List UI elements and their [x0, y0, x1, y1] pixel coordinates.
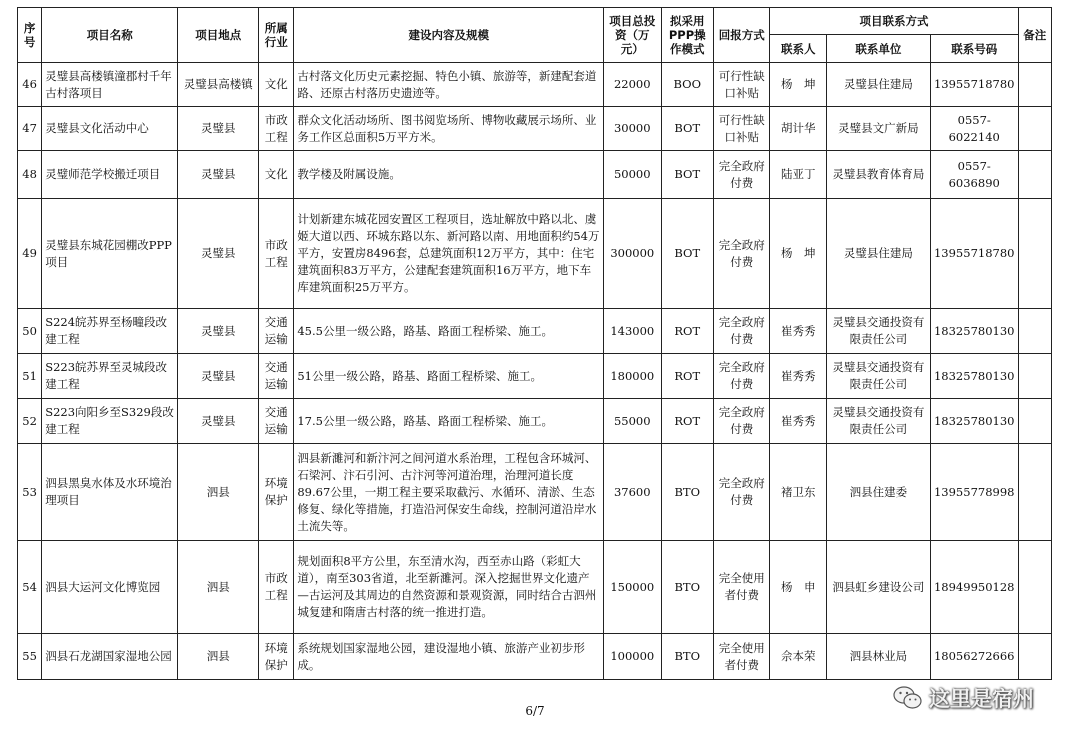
cell-investment: 55000	[604, 399, 661, 444]
header-payback: 回报方式	[713, 8, 769, 63]
cell-location: 灵璧县高楼镇	[178, 63, 259, 107]
cell-remark	[1018, 444, 1051, 541]
header-location: 项目地点	[178, 8, 259, 63]
cell-ppp-mode: BTO	[661, 634, 713, 680]
table-row	[18, 354, 1052, 399]
cell-contact-unit: 泗县林业局	[826, 634, 930, 680]
cell-contact-phone: 0557-6022140	[930, 107, 1018, 151]
header-contact-unit: 联系单位	[826, 35, 930, 63]
cell-contact-person: 崔秀秀	[770, 399, 826, 444]
table-row	[18, 444, 1052, 541]
cell-industry: 市政工程	[259, 541, 294, 634]
table-row	[18, 541, 1052, 634]
header-name: 项目名称	[42, 8, 178, 63]
page-number: 6/7	[525, 704, 545, 718]
cell-contact-person: 崔秀秀	[770, 309, 826, 354]
cell-contact-unit: 灵璧县交通投资有限责任公司	[826, 309, 930, 354]
cell-contact-person: 杨 坤	[770, 63, 826, 107]
cell-ppp-mode: BOO	[661, 63, 713, 107]
cell-content: 计划新建东城花园安置区工程项目，选址解放中路以北、虞姬大道以西、环城东路以东、新河路以南、用地面积约54万平方，安置房8496套，总建筑面积12万平方，其中：住宅建筑面积83万平方，公建配套建筑面积16万平方，地下车库建筑面积25万平方。	[294, 199, 604, 309]
cell-investment: 150000	[604, 541, 661, 634]
cell-contact-phone: 13955778998	[930, 444, 1018, 541]
cell-contact-phone: 18325780130	[930, 309, 1018, 354]
cell-contact-unit: 灵璧县文广新局	[826, 107, 930, 151]
cell-remark	[1018, 634, 1051, 680]
cell-content: 教学楼及附属设施。	[294, 151, 604, 199]
cell-payback: 完全政府付费	[713, 199, 769, 309]
cell-contact-phone: 18325780130	[930, 354, 1018, 399]
cell-payback: 完全使用者付费	[713, 634, 769, 680]
cell-remark	[1018, 354, 1051, 399]
wechat-icon	[893, 685, 923, 711]
cell-project-name: 泗县黑臭水体及水环境治理项目	[42, 444, 178, 541]
cell-no: 48	[18, 151, 42, 199]
cell-contact-person: 杨 申	[770, 541, 826, 634]
cell-location: 灵璧县	[178, 354, 259, 399]
cell-industry: 文化	[259, 63, 294, 107]
cell-project-name: S224皖苏界至杨疃段改建工程	[42, 309, 178, 354]
cell-contact-phone: 13955718780	[930, 199, 1018, 309]
cell-contact-person: 陆亚丁	[770, 151, 826, 199]
cell-contact-person: 崔秀秀	[770, 354, 826, 399]
cell-project-name: S223皖苏界至灵城段改建工程	[42, 354, 178, 399]
cell-ppp-mode: ROT	[661, 354, 713, 399]
cell-no: 52	[18, 399, 42, 444]
table-row	[18, 399, 1052, 444]
cell-contact-unit: 灵璧县教育体育局	[826, 151, 930, 199]
watermark	[893, 683, 1034, 713]
cell-payback: 可行性缺口补贴	[713, 63, 769, 107]
cell-industry: 交通运输	[259, 309, 294, 354]
cell-ppp-mode: ROT	[661, 309, 713, 354]
cell-no: 53	[18, 444, 42, 541]
watermark-text: 这里是宿州	[929, 687, 1034, 711]
cell-contact-person: 褚卫东	[770, 444, 826, 541]
cell-ppp-mode: BOT	[661, 199, 713, 309]
table-row	[18, 309, 1052, 354]
header-contact-group: 项目联系方式	[770, 8, 1018, 35]
cell-contact-phone: 0557-6036890	[930, 151, 1018, 199]
cell-content: 规划面积8平方公里，东至清水沟，西至赤山路（彩虹大道），南至303省道，北至新濉河。深入挖掘世界文化遗产—古运河及其周边的自然资源和景观资源，同时结合古泗州城复建和隋唐古村落的统一推进打造。	[294, 541, 604, 634]
cell-content: 17.5公里一级公路，路基、路面工程桥梁、施工。	[294, 399, 604, 444]
cell-payback: 完全政府付费	[713, 354, 769, 399]
cell-contact-phone: 13955718780	[930, 63, 1018, 107]
cell-content: 古村落文化历史元素挖掘、特色小镇、旅游等，新建配套道路、还原古村落历史遗迹等。	[294, 63, 604, 107]
cell-contact-phone: 18325780130	[930, 399, 1018, 444]
cell-project-name: 灵璧师范学校搬迁项目	[42, 151, 178, 199]
cell-no: 50	[18, 309, 42, 354]
project-table	[17, 7, 1052, 680]
cell-payback: 完全使用者付费	[713, 541, 769, 634]
cell-investment: 50000	[604, 151, 661, 199]
cell-industry: 环境保护	[259, 634, 294, 680]
cell-investment: 180000	[604, 354, 661, 399]
header-contact-phone: 联系号码	[930, 35, 1018, 63]
cell-investment: 22000	[604, 63, 661, 107]
cell-content: 51公里一级公路，路基、路面工程桥梁、施工。	[294, 354, 604, 399]
cell-industry: 市政工程	[259, 107, 294, 151]
cell-investment: 37600	[604, 444, 661, 541]
header-industry: 所属行业	[259, 8, 294, 63]
cell-remark	[1018, 63, 1051, 107]
header-ppp-mode: 拟采用PPP操作模式	[661, 8, 713, 63]
cell-remark	[1018, 399, 1051, 444]
cell-investment: 30000	[604, 107, 661, 151]
cell-contact-unit: 灵璧县交通投资有限责任公司	[826, 354, 930, 399]
cell-payback: 完全政府付费	[713, 309, 769, 354]
cell-industry: 环境保护	[259, 444, 294, 541]
cell-contact-unit: 泗县住建委	[826, 444, 930, 541]
cell-project-name: 灵璧县高楼镇潼郡村千年古村落项目	[42, 63, 178, 107]
cell-remark	[1018, 541, 1051, 634]
cell-content: 45.5公里一级公路，路基、路面工程桥梁、施工。	[294, 309, 604, 354]
cell-location: 灵璧县	[178, 151, 259, 199]
cell-contact-person: 胡计华	[770, 107, 826, 151]
cell-ppp-mode: BOT	[661, 151, 713, 199]
cell-project-name: 灵璧县东城花园棚改PPP项目	[42, 199, 178, 309]
cell-contact-person: 杨 坤	[770, 199, 826, 309]
cell-location: 泗县	[178, 541, 259, 634]
cell-industry: 交通运输	[259, 399, 294, 444]
cell-project-name: 泗县石龙湖国家湿地公园	[42, 634, 178, 680]
cell-content: 系统规划国家湿地公园，建设湿地小镇、旅游产业初步形成。	[294, 634, 604, 680]
cell-no: 51	[18, 354, 42, 399]
cell-contact-phone: 18056272666	[930, 634, 1018, 680]
cell-contact-person: 佘本荣	[770, 634, 826, 680]
cell-location: 灵璧县	[178, 107, 259, 151]
cell-remark	[1018, 309, 1051, 354]
cell-ppp-mode: BTO	[661, 444, 713, 541]
cell-payback: 完全政府付费	[713, 151, 769, 199]
cell-ppp-mode: ROT	[661, 399, 713, 444]
cell-payback: 可行性缺口补贴	[713, 107, 769, 151]
header-contact-person: 联系人	[770, 35, 826, 63]
cell-investment: 100000	[604, 634, 661, 680]
cell-contact-phone: 18949950128	[930, 541, 1018, 634]
cell-project-name: 泗县大运河文化博览园	[42, 541, 178, 634]
header-no: 序号	[18, 8, 42, 63]
cell-location: 泗县	[178, 444, 259, 541]
cell-investment: 300000	[604, 199, 661, 309]
cell-industry: 市政工程	[259, 199, 294, 309]
cell-remark	[1018, 199, 1051, 309]
cell-location: 泗县	[178, 634, 259, 680]
cell-location: 灵璧县	[178, 309, 259, 354]
cell-ppp-mode: BTO	[661, 541, 713, 634]
cell-no: 46	[18, 63, 42, 107]
cell-contact-unit: 灵璧县住建局	[826, 63, 930, 107]
table-row	[18, 151, 1052, 199]
table-row	[18, 107, 1052, 151]
cell-no: 55	[18, 634, 42, 680]
cell-industry: 文化	[259, 151, 294, 199]
header-investment: 项目总投资（万元）	[604, 8, 661, 63]
cell-contact-unit: 灵璧县住建局	[826, 199, 930, 309]
cell-contact-unit: 泗县虹乡建设公司	[826, 541, 930, 634]
cell-contact-unit: 灵璧县交通投资有限责任公司	[826, 399, 930, 444]
cell-remark	[1018, 151, 1051, 199]
cell-payback: 完全政府付费	[713, 444, 769, 541]
cell-no: 49	[18, 199, 42, 309]
cell-ppp-mode: BOT	[661, 107, 713, 151]
table-row	[18, 199, 1052, 309]
table-row	[18, 634, 1052, 680]
cell-location: 灵璧县	[178, 399, 259, 444]
cell-content: 群众文化活动场所、图书阅览场所、博物收藏展示场所、业务工作区总面积5万平方米。	[294, 107, 604, 151]
header-content: 建设内容及规模	[294, 8, 604, 63]
cell-investment: 143000	[604, 309, 661, 354]
cell-industry: 交通运输	[259, 354, 294, 399]
cell-project-name: 灵璧县文化活动中心	[42, 107, 178, 151]
cell-remark	[1018, 107, 1051, 151]
table-row	[18, 63, 1052, 107]
cell-no: 54	[18, 541, 42, 634]
cell-content: 泗县新濉河和新汴河之间河道水系治理，工程包含环城河、石梁河、汴石引河、古汴河等河道治理，治理河道长度89.67公里，一期工程主要采取截污、水循环、清淤、生态修复、绿化等措施，打造沿河保安生命线，控制河道沿岸水土流失等。	[294, 444, 604, 541]
cell-project-name: S223向阳乡至S329段改建工程	[42, 399, 178, 444]
cell-payback: 完全政府付费	[713, 399, 769, 444]
cell-location: 灵璧县	[178, 199, 259, 309]
cell-no: 47	[18, 107, 42, 151]
header-remark: 备注	[1018, 8, 1051, 63]
